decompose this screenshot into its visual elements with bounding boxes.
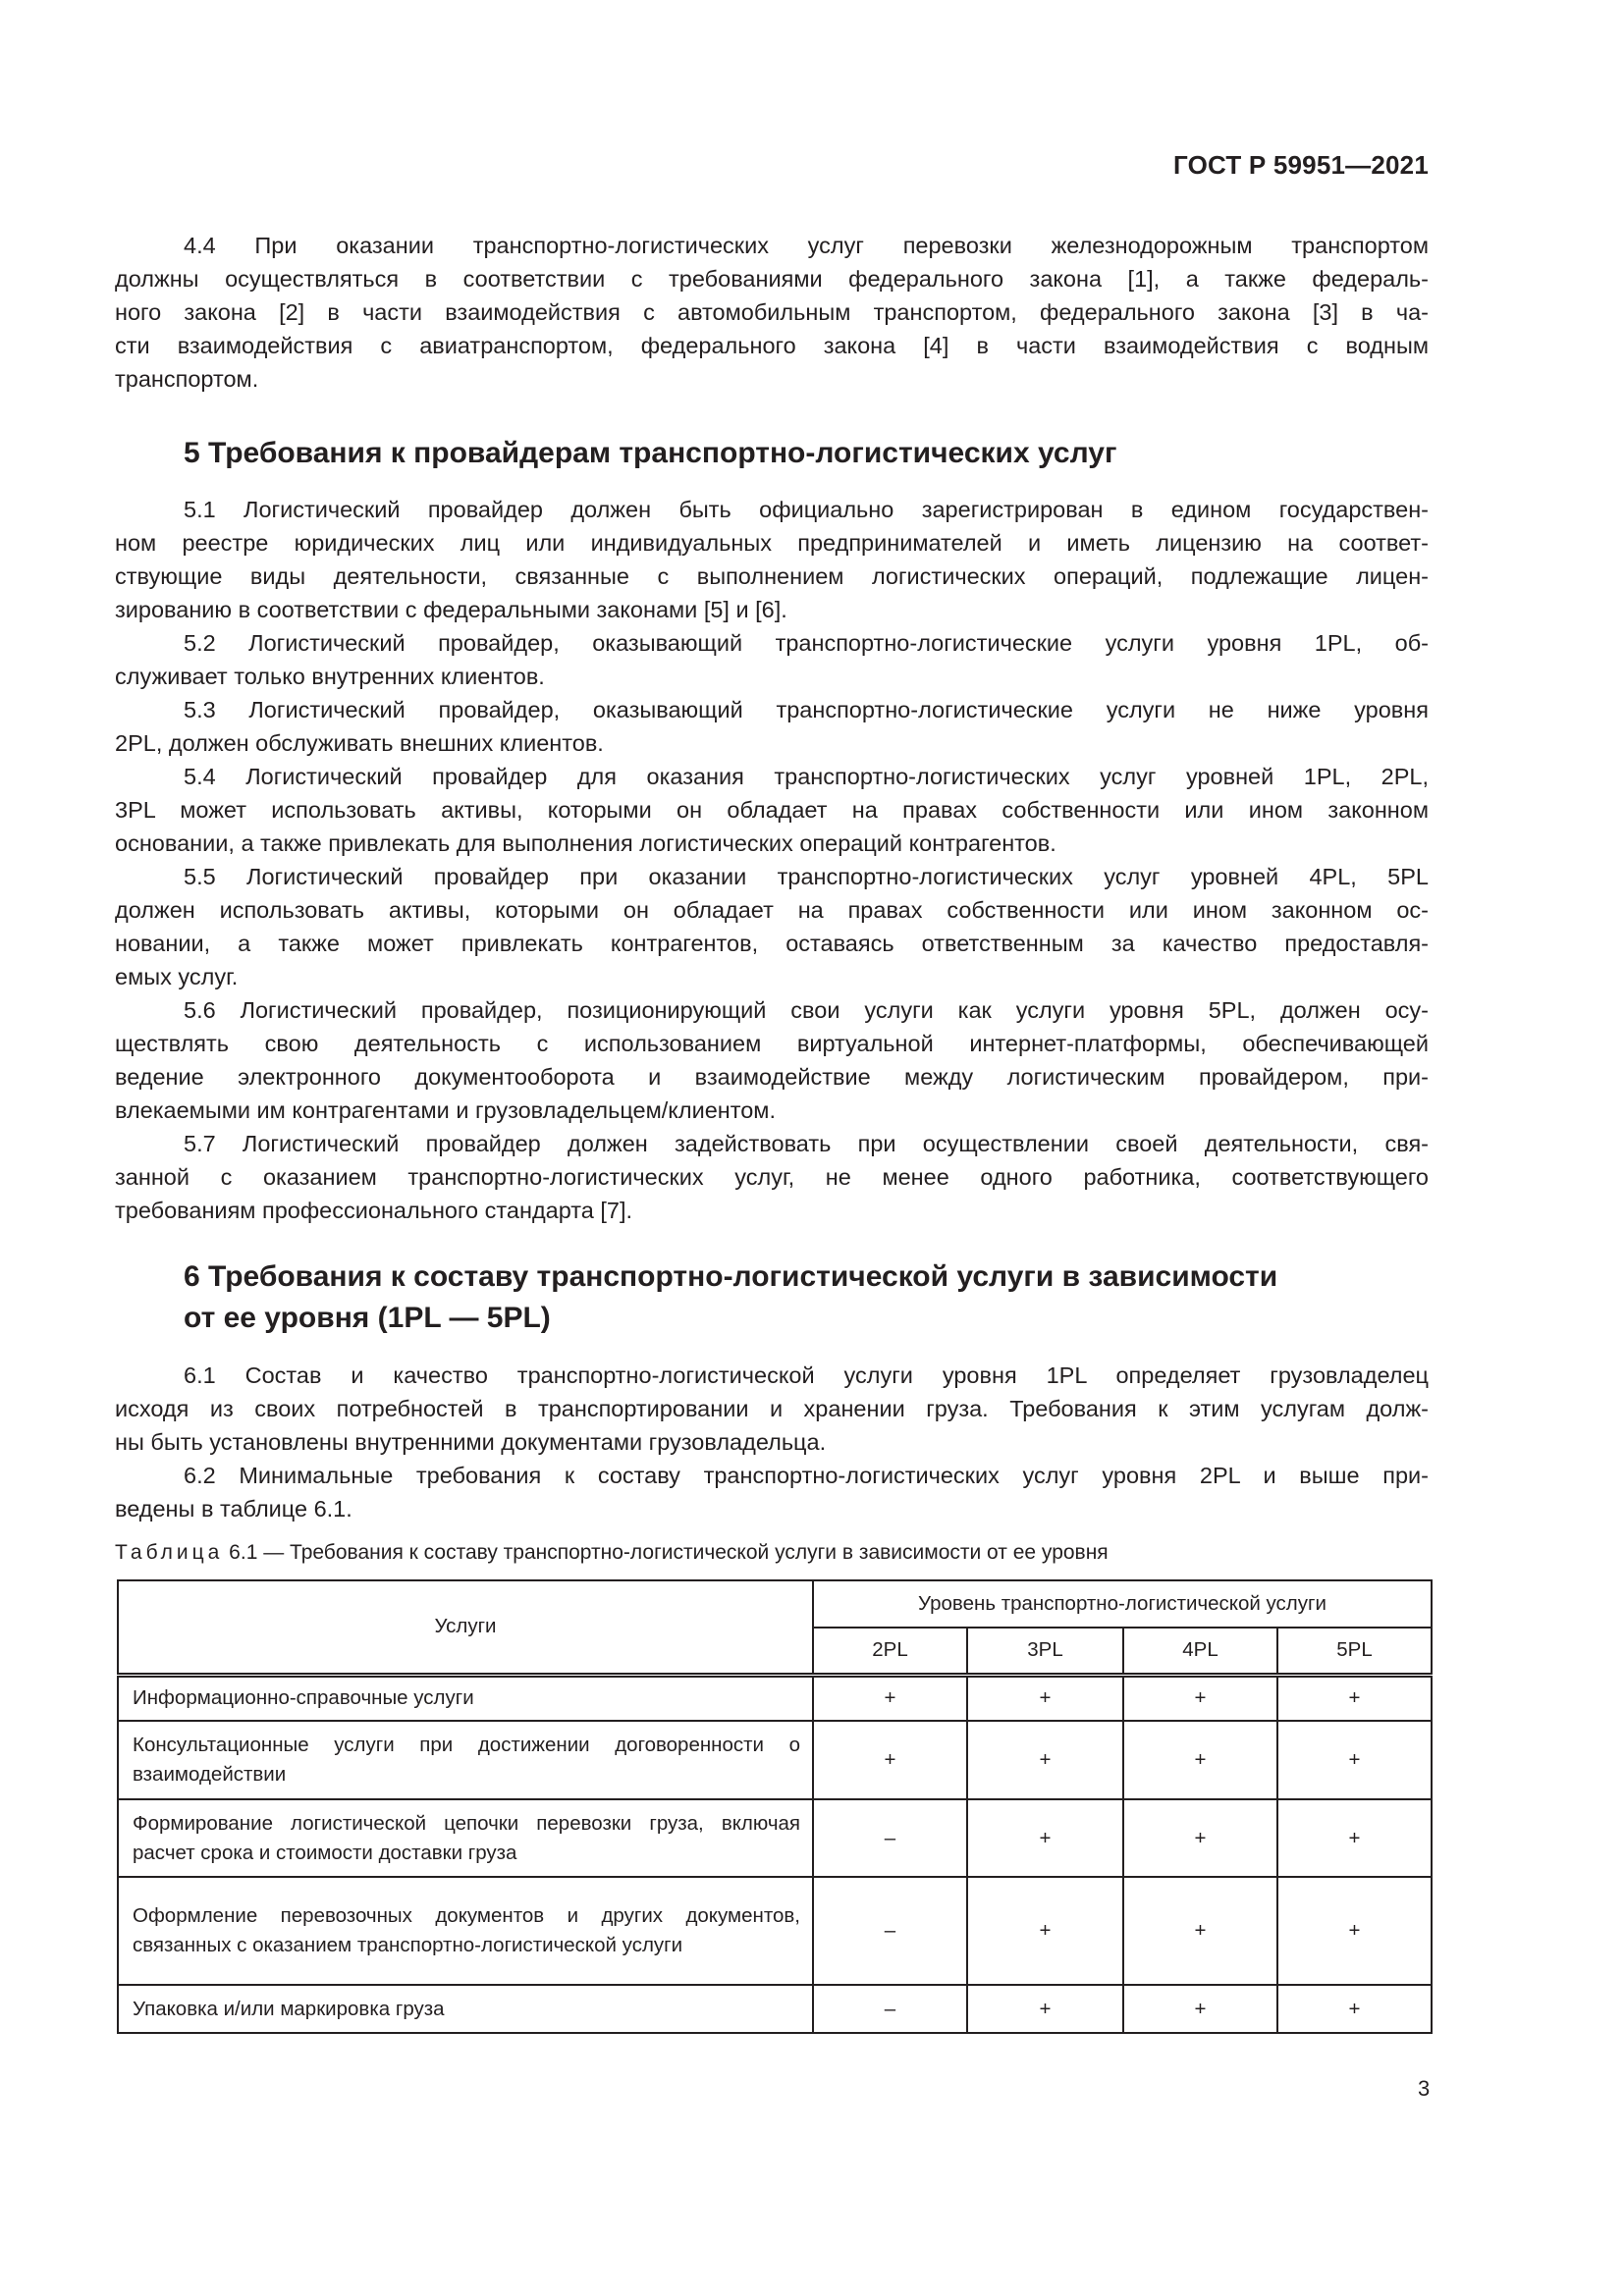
section-5-heading: 5 Требования к провайдерам транспортно-логистических услуг — [184, 437, 1117, 469]
mark-cell: + — [967, 1675, 1123, 1721]
mark-cell: + — [967, 1985, 1123, 2033]
mark-cell: + — [1123, 1675, 1277, 1721]
text-line: 2PL, должен обслуживать внешних клиентов. — [115, 730, 604, 756]
text-line: 3PL может использовать активы, которыми он обладает на правах собственности или ином законном — [115, 797, 1429, 823]
table-caption — [115, 1539, 1109, 1567]
mark-cell: + — [813, 1675, 967, 1721]
text-line: ствующие виды деятельности, связанные с выполнением логистических операций, подлежащие лицен- — [115, 563, 1429, 589]
mark-cell: + — [1277, 1985, 1432, 2033]
text-line: емых услуг. — [115, 964, 239, 989]
text-line: ведены в таблице 6.1. — [115, 1496, 352, 1522]
column-header-4pl: 4PL — [1123, 1628, 1277, 1675]
text-line: служивает только внутренних клиентов. — [115, 664, 545, 689]
document-code-header: ГОСТ Р 59951—2021 — [1173, 150, 1429, 180]
table-row — [118, 1799, 1432, 1877]
service-cell: Упаковка и/или маркировка груза — [118, 1985, 813, 2033]
table-row — [118, 1675, 1432, 1721]
text-line: должны осуществляться в соответствии с требованиями федерального закона [1], а также федераль- — [115, 266, 1429, 292]
text-line: ведение электронного документооборота и взаимодействие между логистическим провайдером, при- — [115, 1064, 1429, 1090]
mark-cell: + — [967, 1799, 1123, 1877]
text-line: исходя из своих потребностей в транспортировании и хранении груза. Требования к этим услугам долж- — [115, 1396, 1429, 1421]
text-line: 6.1 Состав и качество транспортно-логистической услуги уровня 1PL определяет грузовладелец — [184, 1362, 1429, 1388]
text-line: ществлять свою деятельность с использованием виртуальной интернет-платформы, обеспечивающей — [115, 1031, 1429, 1056]
mark-cell: + — [1123, 1877, 1277, 1985]
mark-cell: + — [1123, 1721, 1277, 1799]
page-number: 3 — [1418, 2076, 1431, 2101]
section-6-heading-line-1: 6 Требования к составу транспортно-логистической услуги в зависимости — [184, 1260, 1278, 1293]
text-line: 5.3 Логистический провайдер, оказывающий транспортно-логистические услуги не ниже уровня — [184, 697, 1429, 722]
text-line: влекаемыми им контрагентами и грузовладельцем/клиентом. — [115, 1097, 776, 1123]
text-line: ного закона [2] в части взаимодействия с автомобильным транспортом, федерального закона [3] в ча- — [115, 299, 1429, 325]
text-line: 5.6 Логистический провайдер, позиционирующий свои услуги как услуги уровня 5PL, должен осу- — [184, 997, 1429, 1023]
mark-cell: + — [1277, 1877, 1432, 1985]
column-header-5pl: 5PL — [1277, 1628, 1432, 1675]
text-line: ном реестре юридических лиц или индивидуальных предпринимателей и иметь лицензию на соответ- — [115, 530, 1429, 556]
column-header-services: Услуги — [118, 1580, 813, 1675]
mark-cell: + — [1123, 1799, 1277, 1877]
mark-cell: – — [813, 1799, 967, 1877]
column-header-3pl: 3PL — [967, 1628, 1123, 1675]
text-line: требованиям профессионального стандарта [7]. — [115, 1198, 633, 1223]
mark-cell: + — [813, 1721, 967, 1799]
mark-cell: + — [1123, 1985, 1277, 2033]
text-line: зированию в соответствии с федеральными законами [5] и [6]. — [115, 597, 787, 622]
text-line: 5.2 Логистический провайдер, оказывающий транспортно-логистические услуги уровня 1PL, об- — [184, 630, 1429, 656]
mark-cell: + — [1277, 1675, 1432, 1721]
text-line: 5.7 Логистический провайдер должен задействовать при осуществлении своей деятельности, свя- — [184, 1131, 1429, 1156]
text-line: сти взаимодействия с авиатранспортом, федерального закона [4] в части взаимодействия с водным — [115, 333, 1429, 358]
mark-cell: + — [967, 1721, 1123, 1799]
text-line: 5.5 Логистический провайдер при оказании транспортно-логистических услуг уровней 4PL, 5PL — [184, 864, 1429, 889]
text-line: 5.4 Логистический провайдер для оказания транспортно-логистических услуг уровней 1PL, 2PL, — [184, 764, 1429, 789]
text-line: 4.4 При оказании транспортно-логистических услуг перевозки железнодорожным транспортом — [184, 233, 1429, 258]
table-row — [118, 1721, 1432, 1799]
mark-cell: – — [813, 1985, 967, 2033]
service-cell: Информационно-справочные услуги — [118, 1675, 813, 1721]
text-line: транспортом. — [115, 366, 259, 392]
column-header-2pl: 2PL — [813, 1628, 967, 1675]
mark-cell: + — [967, 1877, 1123, 1985]
mark-cell: – — [813, 1877, 967, 1985]
table-caption-text: 6.1 — Требования к составу транспортно-логистической услуги в зависимости от ее уровня — [223, 1541, 1109, 1564]
text-line: должен использовать активы, которыми он обладает на правах собственности или ином законном ос- — [115, 897, 1429, 923]
text-line: основании, а также привлекать для выполнения логистических операций контрагентов. — [115, 830, 1056, 856]
table-row — [118, 1985, 1432, 2033]
table-caption-label: Таблица — [115, 1541, 224, 1564]
column-header-level: Уровень транспортно-логистической услуги — [813, 1580, 1432, 1628]
table-header-row — [118, 1580, 1432, 1628]
mark-cell: + — [1277, 1721, 1432, 1799]
text-line: новании, а также может привлекать контрагентов, оставаясь ответственным за качество предоставля- — [115, 931, 1429, 956]
service-cell: Консультационные услуги при достижении договоренности о взаимодействии — [118, 1721, 813, 1799]
requirements-table — [117, 1579, 1433, 2034]
table-row — [118, 1877, 1432, 1985]
text-line: 5.1 Логистический провайдер должен быть официально зарегистрирован в едином государствен- — [184, 497, 1429, 522]
text-line: занной с оказанием транспортно-логистических услуг, не менее одного работника, соответствующего — [115, 1164, 1429, 1190]
service-cell: Формирование логистической цепочки перевозки груза, включая расчет срока и стоимости доставки груза — [118, 1799, 813, 1877]
text-line: ны быть установлены внутренними документами грузовладельца. — [115, 1429, 827, 1455]
text-line: 6.2 Минимальные требования к составу транспортно-логистических услуг уровня 2PL и выше при- — [184, 1463, 1429, 1488]
section-6-heading-line-2: от ее уровня (1PL — 5PL) — [184, 1302, 551, 1334]
mark-cell: + — [1277, 1799, 1432, 1877]
service-cell: Оформление перевозочных документов и других документов, связанных с оказанием транспортно-логистической услуги — [118, 1877, 813, 1985]
